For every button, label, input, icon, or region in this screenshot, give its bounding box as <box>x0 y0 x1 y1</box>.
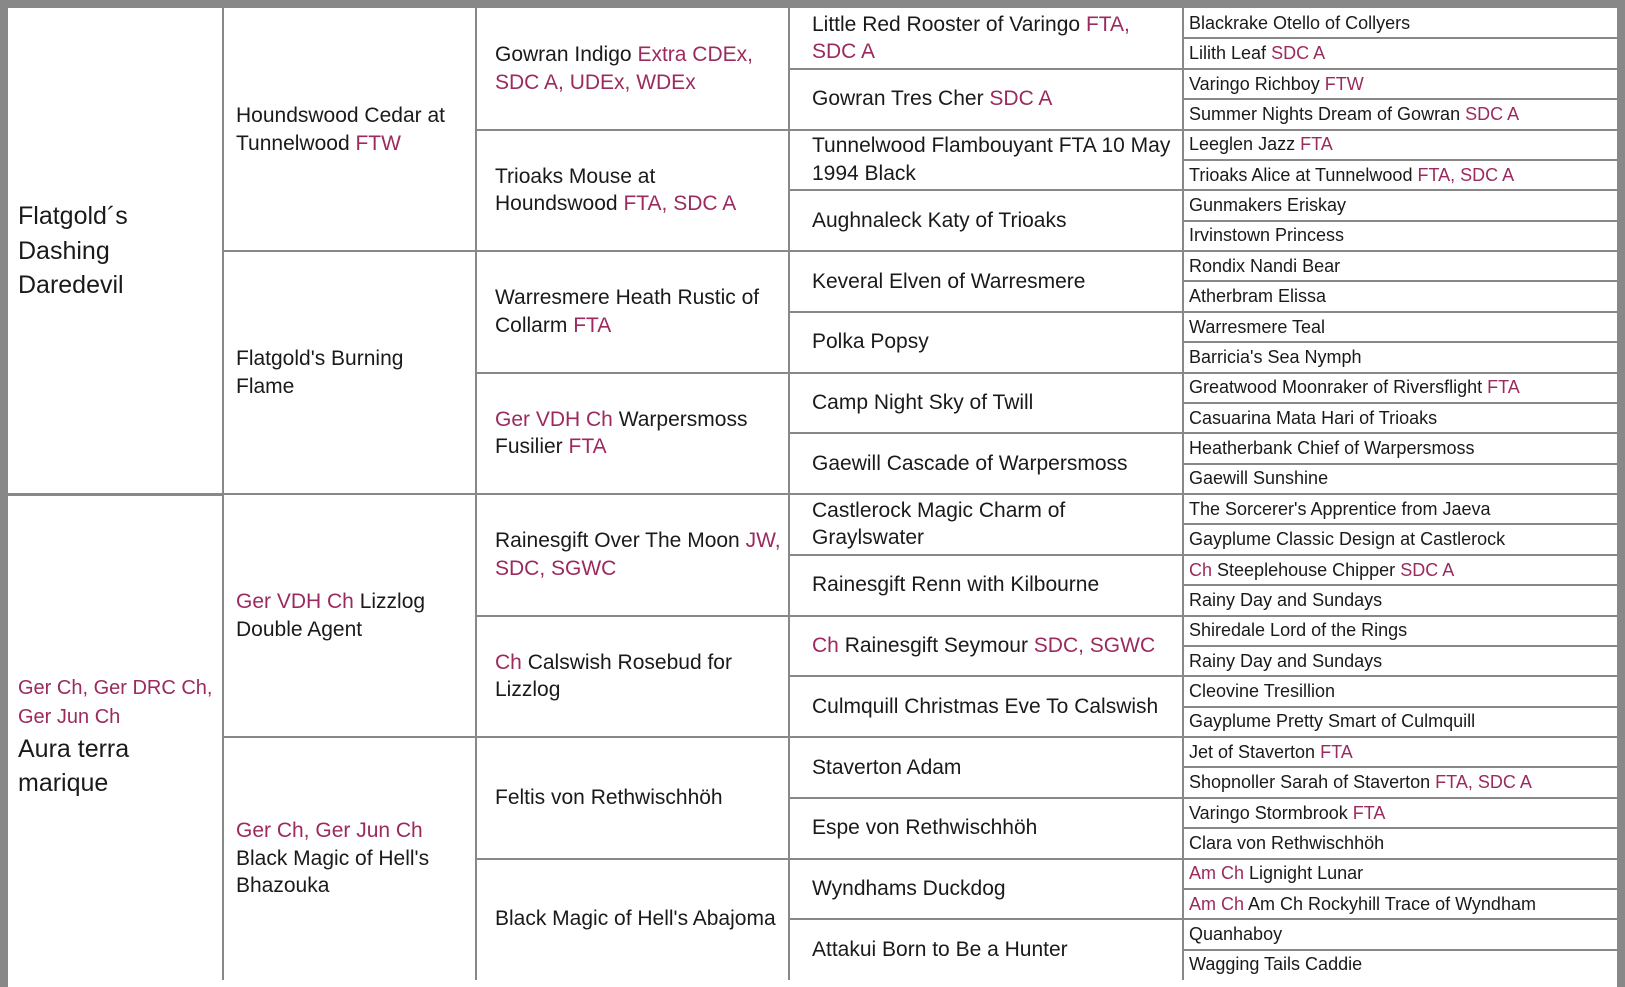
dog-name: Gunmakers Eriskay <box>1189 195 1347 216</box>
gen5-dog-cell <box>1184 160 1617 190</box>
dog-title-prefix: Ch <box>495 650 522 674</box>
gen5-dog-cell <box>1184 99 1617 129</box>
dog-name: Gayplume Classic Design at Castlerock <box>1189 529 1506 550</box>
dog-name: Trioaks Alice at Tunnelwood <box>1189 164 1413 185</box>
dog-name: Cleovine Tresillion <box>1189 681 1336 702</box>
dog-entry <box>1189 590 1382 611</box>
gen4-dog-cell <box>790 190 1182 251</box>
dog-entry <box>1189 681 1335 702</box>
gen4-dog-cell <box>790 373 1182 434</box>
gen4-dog-cell <box>790 312 1182 373</box>
dog-entry <box>236 102 466 157</box>
gen4-dog-cell <box>790 919 1182 980</box>
gen5-dog-cell <box>1184 342 1617 372</box>
dog-title-suffix: FTW <box>1324 73 1364 94</box>
dog-entry <box>1189 74 1364 95</box>
gen4-dog-cell <box>790 251 1182 312</box>
dog-entry <box>812 814 1037 842</box>
gen5-dog-cell <box>1184 616 1617 646</box>
dog-entry <box>1189 286 1326 307</box>
dog-title-prefix: Am Ch <box>1189 893 1245 914</box>
gen4-dog-cell <box>790 616 1182 677</box>
gen4-dog-cell <box>790 737 1182 798</box>
dog-entry <box>1189 468 1328 489</box>
dog-name: Attakui Born to Be a Hunter <box>812 937 1068 961</box>
gen3-dog-cell <box>477 130 788 252</box>
dog-name: Am Ch Rockyhill Trace of Wyndham <box>1248 893 1536 914</box>
dog-name: Varingo Stormbrook <box>1189 802 1348 823</box>
dog-title-suffix: SDC A <box>1465 103 1520 124</box>
dog-title-prefix: Ch <box>812 634 839 658</box>
dog-name: Tunnelwood Flambouyant FTA 10 May 1994 Black <box>812 134 1171 185</box>
dog-entry <box>812 875 1006 903</box>
dog-entry <box>1189 924 1282 945</box>
dog-entry <box>1189 13 1410 34</box>
dog-entry <box>812 389 1033 417</box>
dog-entry <box>1189 499 1491 520</box>
dog-entry <box>812 207 1066 235</box>
dog-title-suffix: FTA, SDC A <box>623 192 737 216</box>
dog-entry <box>1189 347 1362 368</box>
dog-name: Houndswood Cedar at Tunnelwood <box>236 103 445 155</box>
dog-entry <box>1189 560 1454 581</box>
gen5-dog-cell <box>1184 828 1617 858</box>
dog-entry <box>1189 165 1514 186</box>
gen5-dog-cell <box>1184 555 1617 585</box>
gen5-dog-cell <box>1184 221 1617 251</box>
gen5-dog-cell <box>1184 69 1617 99</box>
dog-name: Castlerock Magic Charm of Graylswater <box>812 498 1066 550</box>
dog-name: Steeplehouse Chipper <box>1217 559 1396 580</box>
dog-title-suffix: FTA <box>1352 802 1386 823</box>
gen5-dog-cell <box>1184 190 1617 220</box>
dog-name: Leeglen Jazz <box>1189 134 1296 155</box>
dog-title-suffix: SDC A <box>989 87 1053 111</box>
dog-entry <box>812 268 1085 296</box>
gen5-dog-cell <box>1184 950 1617 980</box>
gen5-dog-cell <box>1184 646 1617 676</box>
dog-entry <box>236 588 466 643</box>
dog-name: Trioaks Mouse at Houndswood <box>495 164 656 216</box>
gen5-dog-cell <box>1184 859 1617 889</box>
dog-title-suffix: FTA <box>568 435 607 459</box>
dog-entry <box>1189 195 1346 216</box>
dog-entry <box>1189 954 1362 975</box>
dog-entry <box>1189 803 1385 824</box>
dog-name: Quanhaboy <box>1189 924 1283 945</box>
gen4-dog-cell <box>790 798 1182 859</box>
dog-entry <box>1189 772 1532 793</box>
dog-title-suffix: SDC A <box>1400 559 1455 580</box>
dog-name: Shopnoller Sarah of Staverton <box>1189 772 1431 793</box>
dog-entry <box>495 406 782 461</box>
dog-entry <box>1189 711 1475 732</box>
dog-entry <box>1189 438 1474 459</box>
gen5-dog-cell <box>1184 312 1617 342</box>
dog-name: Blackrake Otello of Collyers <box>1189 12 1411 33</box>
dog-entry <box>495 649 782 704</box>
dog-entry <box>1189 529 1505 550</box>
dog-entry <box>495 284 782 339</box>
dog-title-prefix: Am Ch <box>1189 863 1245 884</box>
dog-name: Casuarina Mata Hari of Trioaks <box>1189 407 1438 428</box>
gen5-dog-cell <box>1184 494 1617 524</box>
dog-entry <box>1189 225 1344 246</box>
gen2-dog-cell <box>224 737 475 980</box>
gen5-dog-cell <box>1184 707 1617 737</box>
dog-name: Warpersmoss Fusilier <box>495 407 748 459</box>
gen5-dog-cell <box>1184 373 1617 403</box>
dog-name: Gowran Tres Cher <box>812 87 984 111</box>
dog-name: Camp Night Sky of Twill <box>812 391 1034 415</box>
dog-title-suffix: SDC, SGWC <box>1033 634 1156 658</box>
gen5-dog-cell <box>1184 676 1617 706</box>
gen3-dog-cell <box>477 737 788 859</box>
dog-entry <box>812 11 1176 66</box>
dog-name: Flatgold´s Dashing Daredevil <box>18 202 128 300</box>
gen4-dog-cell <box>790 555 1182 616</box>
dog-name: Wyndhams Duckdog <box>812 877 1006 901</box>
gen4-dog-cell <box>790 69 1182 130</box>
gen5-dog-cell <box>1184 433 1617 463</box>
dog-entry <box>1189 43 1325 64</box>
dog-name: Gayplume Pretty Smart of Culmquill <box>1189 711 1476 732</box>
gen4-dog-cell <box>790 130 1182 191</box>
gen3-dog-cell <box>477 859 788 981</box>
gen5-dog-cell <box>1184 767 1617 797</box>
dog-title-prefix: Ger Ch, Ger DRC Ch, Ger Jun Ch <box>18 676 213 728</box>
dog-entry <box>1189 377 1520 398</box>
gen4-dog-cell <box>790 859 1182 920</box>
dog-title-suffix: SDC A <box>1271 43 1326 64</box>
dog-name: The Sorcerer's Apprentice from Jaeva <box>1189 498 1491 519</box>
dog-name: Flatgold's Burning Flame <box>236 346 404 398</box>
dog-name: Irvinstown Princess <box>1189 225 1345 246</box>
dog-entry <box>812 450 1128 478</box>
dog-name: Wagging Tails Caddie <box>1189 954 1363 975</box>
gen5-dog-cell <box>1184 251 1617 281</box>
gen5-dog-cell <box>1184 464 1617 494</box>
dog-title-prefix: Ger VDH Ch <box>236 589 354 613</box>
gen4-dog-cell <box>790 494 1182 555</box>
dog-entry <box>495 784 723 812</box>
dog-entry <box>1189 651 1382 672</box>
dog-name: Black Magic of Hell's Abajoma <box>495 907 776 931</box>
dog-name: Greatwood Moonraker of Riversflight <box>1189 377 1483 398</box>
dog-title-suffix: FTW <box>355 131 401 155</box>
gen4-dog-cell <box>790 8 1182 69</box>
right-edge <box>1617 8 1619 980</box>
dog-title-suffix: FTA <box>1487 377 1520 398</box>
dog-name: Keveral Elven of Warresmere <box>812 269 1086 293</box>
dog-entry <box>18 674 216 801</box>
dog-entry <box>1189 894 1536 915</box>
gen3-dog-cell <box>477 494 788 616</box>
dog-name: Feltis von Rethwischhöh <box>495 785 723 809</box>
dog-name: Barricia's Sea Nymph <box>1189 346 1362 367</box>
dog-entry <box>236 345 466 400</box>
gen5-dog-cell <box>1184 889 1617 919</box>
dog-title-suffix: Extra CDEx, SDC A, UDEx, WDEx <box>495 43 753 94</box>
dog-name: Lizzlog Double Agent <box>236 589 426 641</box>
dog-name: Warresmere Teal <box>1189 316 1326 337</box>
gen4-dog-cell <box>790 676 1182 737</box>
dog-name: Lignight Lunar <box>1249 863 1364 884</box>
dog-entry <box>1189 134 1333 155</box>
dog-title-suffix: FTA, SDC A <box>812 12 1130 64</box>
gen5-dog-cell <box>1184 524 1617 554</box>
dog-entry <box>1189 408 1437 429</box>
dog-entry <box>495 527 782 582</box>
dog-entry <box>18 199 216 303</box>
dog-name: Lilith Leaf <box>1189 43 1267 64</box>
dog-name: Rainesgift Renn with Kilbourne <box>812 573 1100 597</box>
gen5-dog-cell <box>1184 403 1617 433</box>
dog-entry <box>1189 863 1363 884</box>
dog-entry <box>812 497 1176 552</box>
dog-name: Shiredale Lord of the Rings <box>1189 620 1408 641</box>
gen3-dog-cell <box>477 373 788 495</box>
dog-name: Atherbram Elissa <box>1189 286 1327 307</box>
dog-entry <box>495 41 782 96</box>
dog-entry <box>236 817 466 900</box>
dog-entry <box>1189 104 1519 125</box>
gen5-dog-cell <box>1184 281 1617 311</box>
dog-title-suffix: FTA <box>1320 741 1353 762</box>
dog-title-prefix: Ger VDH Ch <box>495 407 613 431</box>
dog-entry <box>812 936 1068 964</box>
gen5-dog-cell <box>1184 8 1617 38</box>
dog-title-suffix: FTA, SDC A <box>1435 772 1532 793</box>
dog-name: Summer Nights Dream of Gowran <box>1189 103 1461 124</box>
dog-name: Clara von Rethwischhöh <box>1189 832 1385 853</box>
dog-entry <box>1189 620 1407 641</box>
dog-entry <box>812 693 1158 721</box>
gen2-dog-cell <box>224 8 475 251</box>
dog-entry <box>812 132 1176 187</box>
dog-name: Rainy Day and Sundays <box>1189 589 1383 610</box>
dog-name: Aughnaleck Katy of Trioaks <box>812 208 1067 232</box>
dog-name: Staverton Adam <box>812 755 962 779</box>
dog-name: Espe von Rethwischhöh <box>812 816 1038 840</box>
dog-name: Gaewill Cascade of Warpersmoss <box>812 451 1128 475</box>
dog-entry <box>1189 256 1340 277</box>
gen5-dog-cell <box>1184 798 1617 828</box>
gen5-dog-cell <box>1184 130 1617 160</box>
dog-title-suffix: FTA <box>573 313 612 337</box>
dog-entry <box>1189 833 1384 854</box>
dog-name: Aura terra marique <box>18 734 130 797</box>
dog-entry <box>1189 742 1353 763</box>
dog-name: Jet of Staverton <box>1189 741 1316 762</box>
dog-entry <box>812 571 1099 599</box>
dog-entry <box>812 85 1052 113</box>
gen3-dog-cell <box>477 8 788 130</box>
dog-title-suffix: JW, SDC, SGWC <box>495 529 781 580</box>
dog-name: Rainesgift Seymour <box>844 634 1028 658</box>
dog-title-suffix: FTA <box>1300 134 1333 155</box>
dog-name: Rainesgift Over The Moon <box>495 529 740 553</box>
gen1-dog-cell <box>8 8 222 494</box>
gen5-dog-cell <box>1184 737 1617 767</box>
gen2-dog-cell <box>224 251 475 494</box>
dog-name: Black Magic of Hell's Bhazouka <box>236 846 430 898</box>
dog-name: Rainy Day and Sundays <box>1189 650 1383 671</box>
dog-entry <box>812 328 929 356</box>
gen2-dog-cell <box>224 494 475 737</box>
gen4-dog-cell <box>790 433 1182 494</box>
dog-entry <box>812 754 961 782</box>
gen5-dog-cell <box>1184 585 1617 615</box>
dog-title-prefix: Ch <box>1189 559 1213 580</box>
gen5-dog-cell <box>1184 919 1617 949</box>
dog-name: Gowran Indigo <box>495 43 632 67</box>
gen5-dog-cell <box>1184 38 1617 68</box>
dog-title-suffix: FTA, SDC A <box>1417 164 1515 185</box>
dog-name: Rondix Nandi Bear <box>1189 255 1341 276</box>
dog-name: Culmquill Christmas Eve To Calswish <box>812 694 1159 718</box>
gen3-dog-cell <box>477 251 788 373</box>
dog-name: Little Red Rooster of Varingo <box>812 12 1081 36</box>
dog-name: Calswish Rosebud for Lizzlog <box>495 650 732 702</box>
dog-entry <box>1189 317 1325 338</box>
gen1-dog-cell <box>8 494 222 980</box>
dog-name: Gaewill Sunshine <box>1189 468 1329 489</box>
dog-name: Warresmere Heath Rustic of Collarm <box>495 286 760 337</box>
dog-name: Polka Popsy <box>812 330 929 354</box>
dog-name: Heatherbank Chief of Warpersmoss <box>1189 438 1475 459</box>
dog-entry <box>495 163 782 218</box>
dog-name: Varingo Richboy <box>1189 73 1320 94</box>
dog-entry <box>812 632 1155 660</box>
dog-entry <box>495 905 776 933</box>
dog-title-prefix: Ger Ch, Ger Jun Ch <box>236 818 423 842</box>
gen3-dog-cell <box>477 616 788 738</box>
